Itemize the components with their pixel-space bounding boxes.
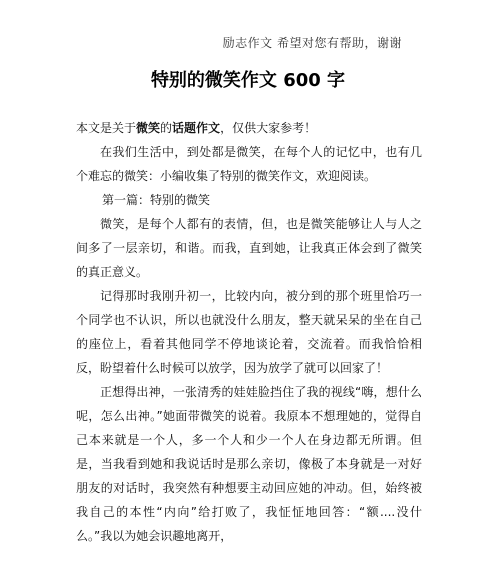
intro-middle: 的 <box>160 121 173 135</box>
header-note: 励志作文 希望对您有帮助，谢谢 <box>222 36 402 50</box>
intro-paragraph <box>76 116 422 140</box>
intro-keyword-smile: 微笑 <box>136 121 161 135</box>
paragraph-1: 在我们生活中，到处都是微笑，在每个人的记忆中，也有几个难忘的微笑：小编收集了特别的微笑作文，欢迎阅读。 <box>76 145 422 183</box>
intro-prefix: 本文是关于 <box>76 121 137 135</box>
article-body <box>76 116 422 548</box>
intro-suffix: ，仅供大家参考！ <box>220 121 317 135</box>
intro-keyword-topic: 话题作文 <box>172 121 221 135</box>
paragraph-4: 正想得出神，一张清秀的娃娃脸挡住了我的视线“嗨，想什么呢，怎么出神。”她面带微笑的说着。我原本不想理她的，觉得自己本来就是一个人，多一个人和少一个人在身边都无所谓。但是，当我看到她和我说话时是那么亲切，像极了本身就是一对好朋友的对话时，我突然有种想要主动回应她的冲动。但，始终被我自己的本性“内向”给打败了，我怔怔地回答：“额....没什么。”我以为她会识趣地离开， <box>76 385 422 543</box>
page-title: 特别的微笑作文 600 字 <box>150 70 346 91</box>
section-heading-1: 第一篇：特别的微笑 <box>102 193 211 207</box>
paragraph-2: 微笑，是每个人都有的表情，但，也是微笑能够让人与人之间多了一层亲切，和谐。而我，直到她，让我真正体会到了微笑的真正意义。 <box>76 217 422 279</box>
paragraph-3: 记得那时我刚升初一，比较内向，被分到的那个班里恰巧一个同学也不认识，所以也就没什么朋友，整天就呆呆的坐在自己的座位上，看着其他同学不停地谈论着，交流着。而我恰恰相反，盼望着什么时候可以放学，因为放学了就可以回家了！ <box>76 289 422 375</box>
